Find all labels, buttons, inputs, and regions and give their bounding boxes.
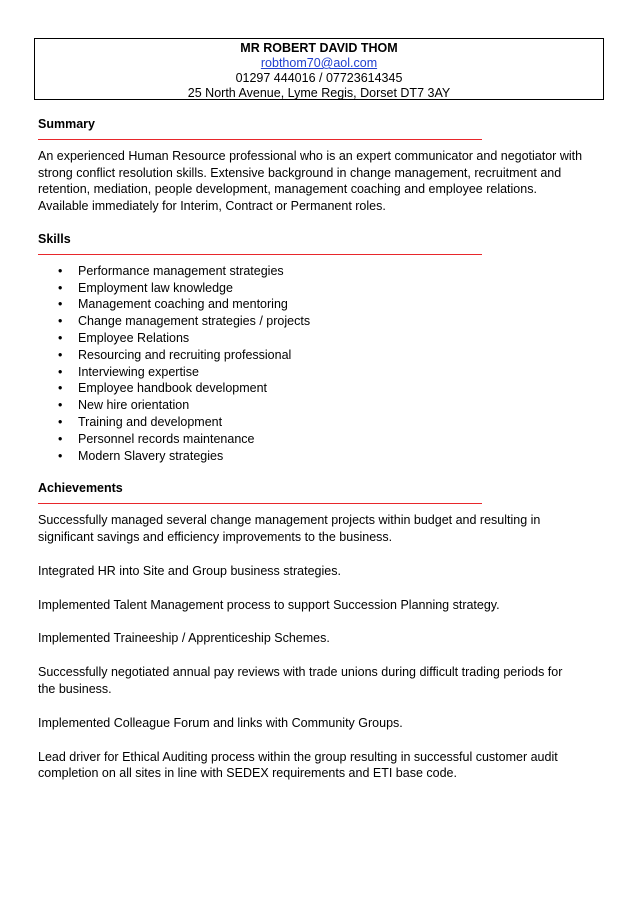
address: 25 North Avenue, Lyme Regis, Dorset DT7 3AY: [187, 86, 451, 100]
bullet-icon: •: [58, 280, 63, 295]
bullet-icon: •: [58, 330, 63, 345]
summary-paragraph: [38, 148, 608, 215]
skill-item: • Resourcing and recruiting professional: [58, 347, 292, 362]
bullet-icon: •: [58, 414, 63, 429]
contact-header: [34, 38, 604, 100]
achievement-item: Implemented Talent Management process to support Succession Planning strategy.: [38, 597, 500, 612]
skill-item: • Management coaching and mentoring: [58, 297, 288, 312]
achievement-item: Implemented Traineeship / Apprenticeship Schemes.: [38, 631, 330, 646]
achievement-item: Lead driver for Ethical Auditing process within the group resulting in successful customer audit completion on all sites in line with SEDEX requirements and ETI base code.: [38, 749, 558, 781]
summary-line: Available immediately for Interim, Contract or Permanent roles.: [38, 199, 386, 214]
bullet-icon: •: [58, 297, 63, 312]
skill-item: • Interviewing expertise: [58, 364, 199, 379]
skills-divider: [38, 254, 482, 255]
bullet-icon: •: [58, 364, 63, 379]
skills-title: Skills: [38, 231, 71, 246]
skill-item: • Performance management strategies: [58, 263, 284, 278]
bullet-icon: •: [58, 431, 63, 446]
summary-line: strong conflict resolution skills. Extensive background in change management, recruitment and: [38, 165, 562, 180]
skill-item: • Employment law knowledge: [58, 280, 233, 295]
bullet-icon: •: [58, 347, 63, 362]
bullet-icon: •: [58, 448, 63, 463]
bullet-icon: •: [58, 314, 63, 329]
summary-title: Summary: [38, 117, 95, 131]
bullet-icon: •: [58, 263, 63, 278]
achievement-item: Integrated HR into Site and Group business strategies.: [38, 563, 341, 578]
candidate-name: MR ROBERT DAVID THOM: [240, 41, 398, 55]
skill-item: • Employee Relations: [58, 330, 190, 345]
bullet-icon: •: [58, 381, 63, 396]
achievement-item: Successfully negotiated annual pay reviews with trade unions during difficult trading periods for the business.: [38, 665, 563, 696]
achievements-title: Achievements: [38, 481, 123, 496]
skill-item: • Training and development: [58, 414, 223, 429]
achievements-divider: [38, 503, 482, 504]
email-link[interactable]: robthom70@aol.com: [260, 56, 378, 70]
skill-item: • Personnel records maintenance: [58, 431, 255, 446]
summary-divider: [38, 139, 482, 140]
skill-item: • New hire orientation: [58, 398, 190, 413]
summary-line: retention, mediation, people development, management coaching and employee relations.: [38, 182, 537, 197]
skills-list: [38, 263, 608, 465]
achievement-item: Implemented Colleague Forum and links with Community Groups.: [38, 715, 403, 730]
skill-item: • Modern Slavery strategies: [58, 448, 224, 463]
cv-content: [38, 116, 608, 799]
phone-numbers: 01297 444016 / 07723614345: [235, 71, 403, 85]
achievement-item: Successfully managed several change management projects within budget and resulting in significant savings and efficiency improvements to the business.: [38, 513, 541, 544]
skill-item: • Change management strategies / projects: [58, 314, 311, 329]
bullet-icon: •: [58, 398, 63, 413]
summary-line: An experienced Human Resource professional who is an expert communicator and negotiator with: [38, 148, 583, 163]
skill-item: • Employee handbook development: [58, 381, 268, 396]
